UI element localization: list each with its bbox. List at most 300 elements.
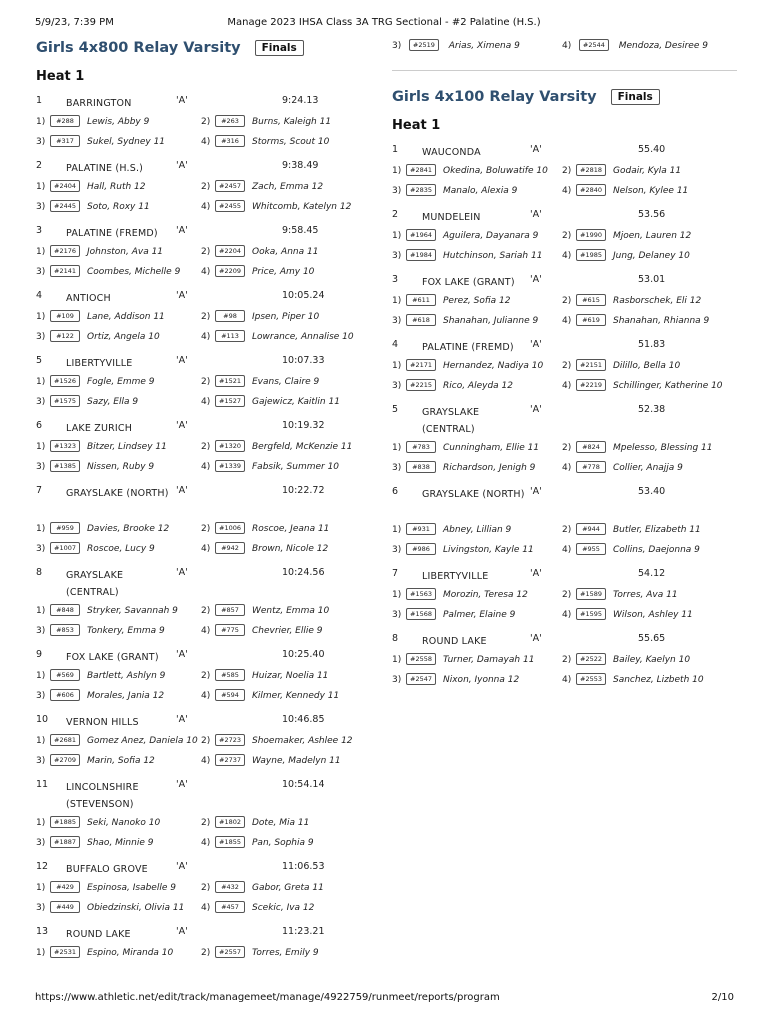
relay-letter: 'A' — [176, 95, 188, 106]
leg-number: 4) — [201, 202, 211, 212]
leg-number: 2) — [562, 590, 572, 600]
seed-time: 10:25.40 — [282, 649, 325, 660]
team-name: MUNDELEIN — [422, 212, 481, 223]
leg-entry — [562, 249, 690, 261]
leg-entry — [562, 461, 683, 473]
team-line — [392, 274, 737, 291]
leg-number: 2) — [201, 948, 211, 958]
seed-time: 11:23.21 — [282, 926, 325, 937]
athlete-name: Dote, Mia 11 — [252, 818, 310, 828]
bib-number: #1568 — [406, 608, 436, 620]
bib-number: #1385 — [50, 460, 80, 472]
team-place: 3 — [392, 274, 399, 285]
leg-number: 3) — [36, 137, 46, 147]
leg-entry — [562, 314, 709, 326]
team-line — [392, 633, 737, 650]
seed-time: 10:46.85 — [282, 714, 325, 725]
leg-number: 3) — [36, 756, 46, 766]
bib-number: #2519 — [409, 39, 439, 51]
team-place: 1 — [392, 144, 399, 155]
athlete-name: Torres, Ava 11 — [613, 590, 678, 600]
seed-time: 53.40 — [638, 486, 666, 497]
leg-row — [392, 311, 737, 331]
leg-entry — [36, 881, 176, 893]
leg-number: 3) — [36, 838, 46, 848]
bib-number: #457 — [215, 901, 245, 913]
athlete-name: Tonkery, Emma 9 — [87, 626, 165, 636]
team-name: PALATINE (FREMD) — [66, 228, 158, 239]
athlete-name: Rasborschek, Eli 12 — [613, 296, 702, 306]
relay-letter: 'A' — [530, 633, 542, 644]
leg-number: 3) — [36, 691, 46, 701]
bib-number: #1802 — [215, 816, 245, 828]
leg-number: 2) — [562, 443, 572, 453]
team-entry — [36, 95, 366, 152]
leg-entry — [562, 608, 693, 620]
leg-row — [36, 686, 366, 706]
bib-number: #429 — [50, 881, 80, 893]
team-entry — [36, 160, 366, 217]
team-name: LIBERTYVILLE — [66, 358, 133, 369]
leg-entry — [36, 542, 155, 554]
leg-number: 1) — [36, 247, 46, 257]
athlete-name: Shoemaker, Ashlee 12 — [252, 736, 353, 746]
right-events — [392, 87, 737, 690]
leg-entry — [201, 200, 351, 212]
seed-time: 11:06.53 — [282, 861, 325, 872]
leg-entry — [36, 836, 153, 848]
leg-number: 4) — [562, 186, 572, 196]
bib-number: #775 — [215, 624, 245, 636]
team-name: GRAYSLAKE (NORTH) — [66, 488, 169, 499]
leg-row — [392, 585, 737, 605]
bib-number: #2141 — [50, 265, 80, 277]
leg-entry — [201, 522, 329, 534]
bib-number: #122 — [50, 330, 80, 342]
athlete-name: Coombes, Michelle 9 — [87, 267, 181, 277]
leg-entry — [201, 689, 339, 701]
leg-number: 2) — [201, 117, 211, 127]
athlete-name: Sukel, Sydney 11 — [87, 137, 166, 147]
leg-number: 2) — [562, 655, 572, 665]
athlete-name: Butler, Elizabeth 11 — [613, 525, 701, 535]
bib-number: #606 — [50, 689, 80, 701]
bib-number: #1521 — [215, 375, 245, 387]
relay-letter: 'A' — [176, 420, 188, 431]
athlete-name: Mpelesso, Blessing 11 — [613, 443, 713, 453]
leg-entry — [201, 440, 352, 452]
left-column — [36, 38, 366, 963]
leg-row — [392, 356, 737, 376]
leg-number: 1) — [36, 312, 46, 322]
leg-number: 2) — [201, 671, 211, 681]
bib-number: #1323 — [50, 440, 80, 452]
leg-entry — [562, 653, 690, 665]
athlete-name: Obiedzinski, Olivia 11 — [87, 903, 185, 913]
athlete-name: Jung, Delaney 10 — [613, 251, 690, 261]
leg-number: 2) — [562, 231, 572, 241]
bib-number: #288 — [50, 115, 80, 127]
leg-entry — [201, 734, 353, 746]
bib-number: #619 — [576, 314, 606, 326]
team-line — [36, 567, 366, 601]
team-name: ANTIOCH — [66, 293, 111, 304]
leg-entry — [201, 245, 318, 257]
athlete-name: Aguilera, Dayanara 9 — [443, 231, 539, 241]
athlete-name: Chevrier, Ellie 9 — [252, 626, 323, 636]
leg-entry — [201, 180, 323, 192]
athlete-name: Fabsik, Summer 10 — [252, 462, 340, 472]
leg-number: 2) — [201, 312, 211, 322]
leg-number: 2) — [201, 182, 211, 192]
right-column — [392, 36, 737, 690]
leg-number: 1) — [392, 166, 402, 176]
leg-number: 4) — [562, 316, 572, 326]
athlete-name: Bartlett, Ashlyn 9 — [87, 671, 166, 681]
athlete-name: Turner, Damayah 11 — [443, 655, 535, 665]
athlete-name: Gomez Anez, Daniela 10 — [87, 736, 198, 746]
leg-entry — [392, 461, 535, 473]
team-entry — [392, 568, 737, 625]
leg-entry — [36, 330, 160, 342]
athlete-name: Bergfeld, McKenzie 11 — [252, 442, 353, 452]
seed-time: 55.40 — [638, 144, 666, 155]
bib-number: #944 — [576, 523, 606, 535]
athlete-name: Zach, Emma 12 — [252, 182, 324, 192]
leg-number: 2) — [562, 361, 572, 371]
athlete-name: Bailey, Kaelyn 10 — [613, 655, 691, 665]
leg-number: 3) — [392, 610, 402, 620]
bib-number: #109 — [50, 310, 80, 322]
team-entry — [392, 144, 737, 201]
leg-entry — [201, 460, 339, 472]
leg-entry — [562, 523, 701, 535]
bib-number: #1575 — [50, 395, 80, 407]
bib-number: #986 — [406, 543, 436, 555]
seed-time: 9:38.49 — [282, 160, 319, 171]
relay-letter: 'A' — [176, 355, 188, 366]
athlete-name: Torres, Emily 9 — [252, 948, 319, 958]
bib-number: #2204 — [215, 245, 245, 257]
athlete-name: Perez, Sofia 12 — [443, 296, 511, 306]
event-title: Girls 4x800 Relay Varsity — [36, 40, 241, 56]
leg-row — [392, 670, 737, 690]
leg-entry — [392, 229, 538, 241]
leg-number: 4) — [201, 267, 211, 277]
leg-number: 1) — [392, 231, 402, 241]
relay-letter: 'A' — [530, 568, 542, 579]
team-name: BUFFALO GROVE — [66, 864, 148, 875]
page-number: 2/10 — [711, 992, 734, 1003]
relay-letter: 'A' — [176, 485, 188, 496]
team-line — [36, 861, 366, 878]
seed-time: 10:22.72 — [282, 485, 325, 496]
team-line — [36, 95, 366, 112]
bib-number: #2558 — [406, 653, 436, 665]
athlete-name: Sanchez, Lizbeth 10 — [613, 675, 704, 685]
bib-number: #2818 — [576, 164, 606, 176]
athlete-name: Fogle, Emme 9 — [87, 377, 155, 387]
bib-number: #2151 — [576, 359, 606, 371]
relay-letter: 'A' — [530, 404, 542, 415]
leg-entry — [201, 881, 324, 893]
bib-number: #1589 — [576, 588, 606, 600]
leg-entry — [201, 542, 328, 554]
leg-row — [36, 621, 366, 641]
leg-number: 3) — [36, 626, 46, 636]
team-name: LIBERTYVILLE — [422, 571, 489, 582]
bib-number: #848 — [50, 604, 80, 616]
athlete-name: Godair, Kyla 11 — [613, 166, 682, 176]
bib-number: #2737 — [215, 754, 245, 766]
bib-number: #853 — [50, 624, 80, 636]
leg-entry: 4) #2544 Mendoza, Desiree 9 — [562, 41, 708, 51]
team-line — [36, 355, 366, 372]
bib-number: #2557 — [215, 946, 245, 958]
team-line — [392, 486, 737, 520]
relay-letter: 'A' — [530, 274, 542, 285]
bib-number: #1885 — [50, 816, 80, 828]
bib-number: #2219 — [576, 379, 606, 391]
leg-number: 4) — [562, 381, 572, 391]
team-line — [36, 160, 366, 177]
leg-entry — [36, 754, 155, 766]
athlete-name: Seki, Nanoko 10 — [87, 818, 161, 828]
leg-number: 2) — [562, 296, 572, 306]
team-place: 1 — [36, 95, 43, 106]
team-place: 10 — [36, 714, 49, 725]
leg-row — [392, 376, 737, 396]
bib-number: #611 — [406, 294, 436, 306]
bib-number: #959 — [50, 522, 80, 534]
athlete-name: Huizar, Noelia 11 — [252, 671, 329, 681]
leg-entry — [392, 164, 548, 176]
leg-row — [36, 898, 366, 918]
athlete-name: Espino, Miranda 10 — [87, 948, 174, 958]
leg-number: 3) — [36, 397, 46, 407]
heat-title: Heat 1 — [392, 118, 441, 133]
team-name: BARRINGTON — [66, 98, 132, 109]
leg-number: 3) — [36, 267, 46, 277]
bib-number: #1984 — [406, 249, 436, 261]
leg-entry — [36, 669, 165, 681]
leg-row — [36, 307, 366, 327]
team-entry — [392, 633, 737, 690]
athlete-name: Lane, Addison 11 — [87, 312, 165, 322]
seed-time: 55.65 — [638, 633, 666, 644]
bib-number: #1964 — [406, 229, 436, 241]
heat-title: Heat 1 — [36, 69, 85, 84]
athlete-name: Nelson, Kylee 11 — [613, 186, 689, 196]
team-place: 7 — [36, 485, 43, 496]
event-header — [392, 87, 737, 107]
leg-entry — [392, 673, 519, 685]
team-entry — [392, 209, 737, 266]
team-line — [392, 144, 737, 161]
team-name: VERNON HILLS — [66, 717, 139, 728]
leg-entry — [201, 330, 354, 342]
bib-number: #1527 — [215, 395, 245, 407]
bib-number: #778 — [576, 461, 606, 473]
athlete-name: Shao, Minnie 9 — [87, 838, 154, 848]
team-place: 13 — [36, 926, 49, 937]
athlete-name: Ooka, Anna 11 — [252, 247, 319, 257]
leg-entry — [36, 460, 154, 472]
leg-number: 4) — [562, 463, 572, 473]
leg-entry — [562, 441, 712, 453]
bib-number: #942 — [215, 542, 245, 554]
leg-row — [36, 601, 366, 621]
round-badge: Finals — [255, 40, 304, 56]
leg-number: 1) — [36, 883, 46, 893]
document-title: Manage 2023 IHSA Class 3A TRG Sectional - #2 Palatine (H.S.) — [227, 17, 541, 28]
leg-entry — [201, 901, 314, 913]
leg-entry — [392, 441, 539, 453]
leg-entry — [36, 115, 149, 127]
athlete-name: Pan, Sophia 9 — [252, 838, 314, 848]
leg-row — [392, 161, 737, 181]
team-place: 8 — [392, 633, 399, 644]
leg-number: 1) — [36, 606, 46, 616]
leg-row — [36, 132, 366, 152]
athlete-name: Cunningham, Ellie 11 — [443, 443, 540, 453]
leg-number: 3) — [392, 251, 402, 261]
team-entry — [392, 404, 737, 478]
leg-entry — [201, 265, 314, 277]
leg-entry — [36, 816, 160, 828]
team-place: 2 — [36, 160, 43, 171]
leg-entry — [201, 624, 323, 636]
seed-time: 53.56 — [638, 209, 666, 220]
relay-letter: 'A' — [176, 714, 188, 725]
leg-number: 1) — [36, 948, 46, 958]
athlete-name: Shanahan, Julianne 9 — [443, 316, 539, 326]
leg-row — [392, 246, 737, 266]
leg-entry — [36, 734, 198, 746]
bib-number: #594 — [215, 689, 245, 701]
leg-number: 4) — [201, 626, 211, 636]
team-line — [36, 290, 366, 307]
team-place: 6 — [392, 486, 399, 497]
bib-number: #1985 — [576, 249, 606, 261]
team-entry — [36, 567, 366, 641]
leg-number: 1) — [36, 818, 46, 828]
bib-number: #2457 — [215, 180, 245, 192]
leg-entry — [201, 375, 319, 387]
bib-number: #931 — [406, 523, 436, 535]
team-name: PALATINE (H.S.) — [66, 163, 144, 174]
leg-number: 3) — [36, 462, 46, 472]
team-place: 6 — [36, 420, 43, 431]
seed-time: 10:05.24 — [282, 290, 325, 301]
leg-row — [36, 392, 366, 412]
bib-number: #824 — [576, 441, 606, 453]
athlete-name: Whitcomb, Katelyn 12 — [252, 202, 352, 212]
relay-letter: 'A' — [176, 649, 188, 660]
leg-number: 2) — [201, 524, 211, 534]
seed-time: 10:19.32 — [282, 420, 325, 431]
athlete-name: Gajewicz, Kaitlin 11 — [252, 397, 340, 407]
leg-row — [392, 520, 737, 540]
leg-number: 1) — [36, 442, 46, 452]
leg-row — [36, 437, 366, 457]
bib-number: #2681 — [50, 734, 80, 746]
team-entry — [36, 485, 366, 559]
leg-row — [392, 226, 737, 246]
leg-number: 1) — [36, 377, 46, 387]
athlete-name: Hutchinson, Sariah 11 — [443, 251, 543, 261]
leg-entry — [392, 359, 543, 371]
athlete-name: Johnston, Ava 11 — [87, 247, 164, 257]
athlete-name: Ipsen, Piper 10 — [252, 312, 320, 322]
team-line — [392, 404, 737, 438]
bib-number: #2176 — [50, 245, 80, 257]
athlete-name: Nissen, Ruby 9 — [87, 462, 155, 472]
leg-number: 1) — [36, 182, 46, 192]
leg-number: 1) — [392, 296, 402, 306]
leg-row — [36, 177, 366, 197]
relay-letter: 'A' — [530, 209, 542, 220]
leg-entry — [392, 608, 515, 620]
leg-number: 3) — [36, 903, 46, 913]
bib-number: #1007 — [50, 542, 80, 554]
relay-letter: 'A' — [176, 160, 188, 171]
leg-number: 1) — [392, 361, 402, 371]
bib-number: #2840 — [576, 184, 606, 196]
bib-number: #2835 — [406, 184, 436, 196]
leg-row — [392, 458, 737, 478]
relay-letter: 'A' — [530, 486, 542, 497]
leg-entry — [392, 314, 538, 326]
bib-number: #857 — [215, 604, 245, 616]
leg-number: 3) — [36, 332, 46, 342]
team-name: GRAYSLAKE (NORTH) — [422, 489, 525, 500]
team-place: 9 — [36, 649, 43, 660]
leg-entry — [36, 245, 163, 257]
section-divider — [392, 70, 737, 71]
leg-number: 4) — [201, 397, 211, 407]
leg-entry — [36, 375, 155, 387]
leg-number: 3) — [392, 545, 402, 555]
team-entry — [36, 714, 366, 771]
team-place: 4 — [392, 339, 399, 350]
team-line — [392, 568, 737, 585]
team-name: PALATINE (FREMD) — [422, 342, 514, 353]
team-place: 3 — [36, 225, 43, 236]
team-line — [36, 649, 366, 666]
athlete-name: Bitzer, Lindsey 11 — [87, 442, 167, 452]
leg-entry — [562, 184, 688, 196]
team-entry — [392, 339, 737, 396]
seed-time: 10:54.14 — [282, 779, 325, 790]
leg-row — [36, 112, 366, 132]
leg-number: 1) — [36, 524, 46, 534]
leg-number: 2) — [201, 606, 211, 616]
team-line — [36, 420, 366, 437]
bib-number: #1855 — [215, 836, 245, 848]
leg-number: 3) — [392, 316, 402, 326]
leg-number: 4) — [201, 756, 211, 766]
athlete-name: Burns, Kaleigh 11 — [252, 117, 332, 127]
team-line — [36, 714, 366, 731]
leg-number: 4) — [562, 610, 572, 620]
relay-letter: 'A' — [176, 225, 188, 236]
athlete-name: Stryker, Savannah 9 — [87, 606, 178, 616]
leg-row — [36, 519, 366, 539]
relay-letter: 'A' — [176, 861, 188, 872]
leg-entry — [201, 754, 341, 766]
bib-number: #2171 — [406, 359, 436, 371]
